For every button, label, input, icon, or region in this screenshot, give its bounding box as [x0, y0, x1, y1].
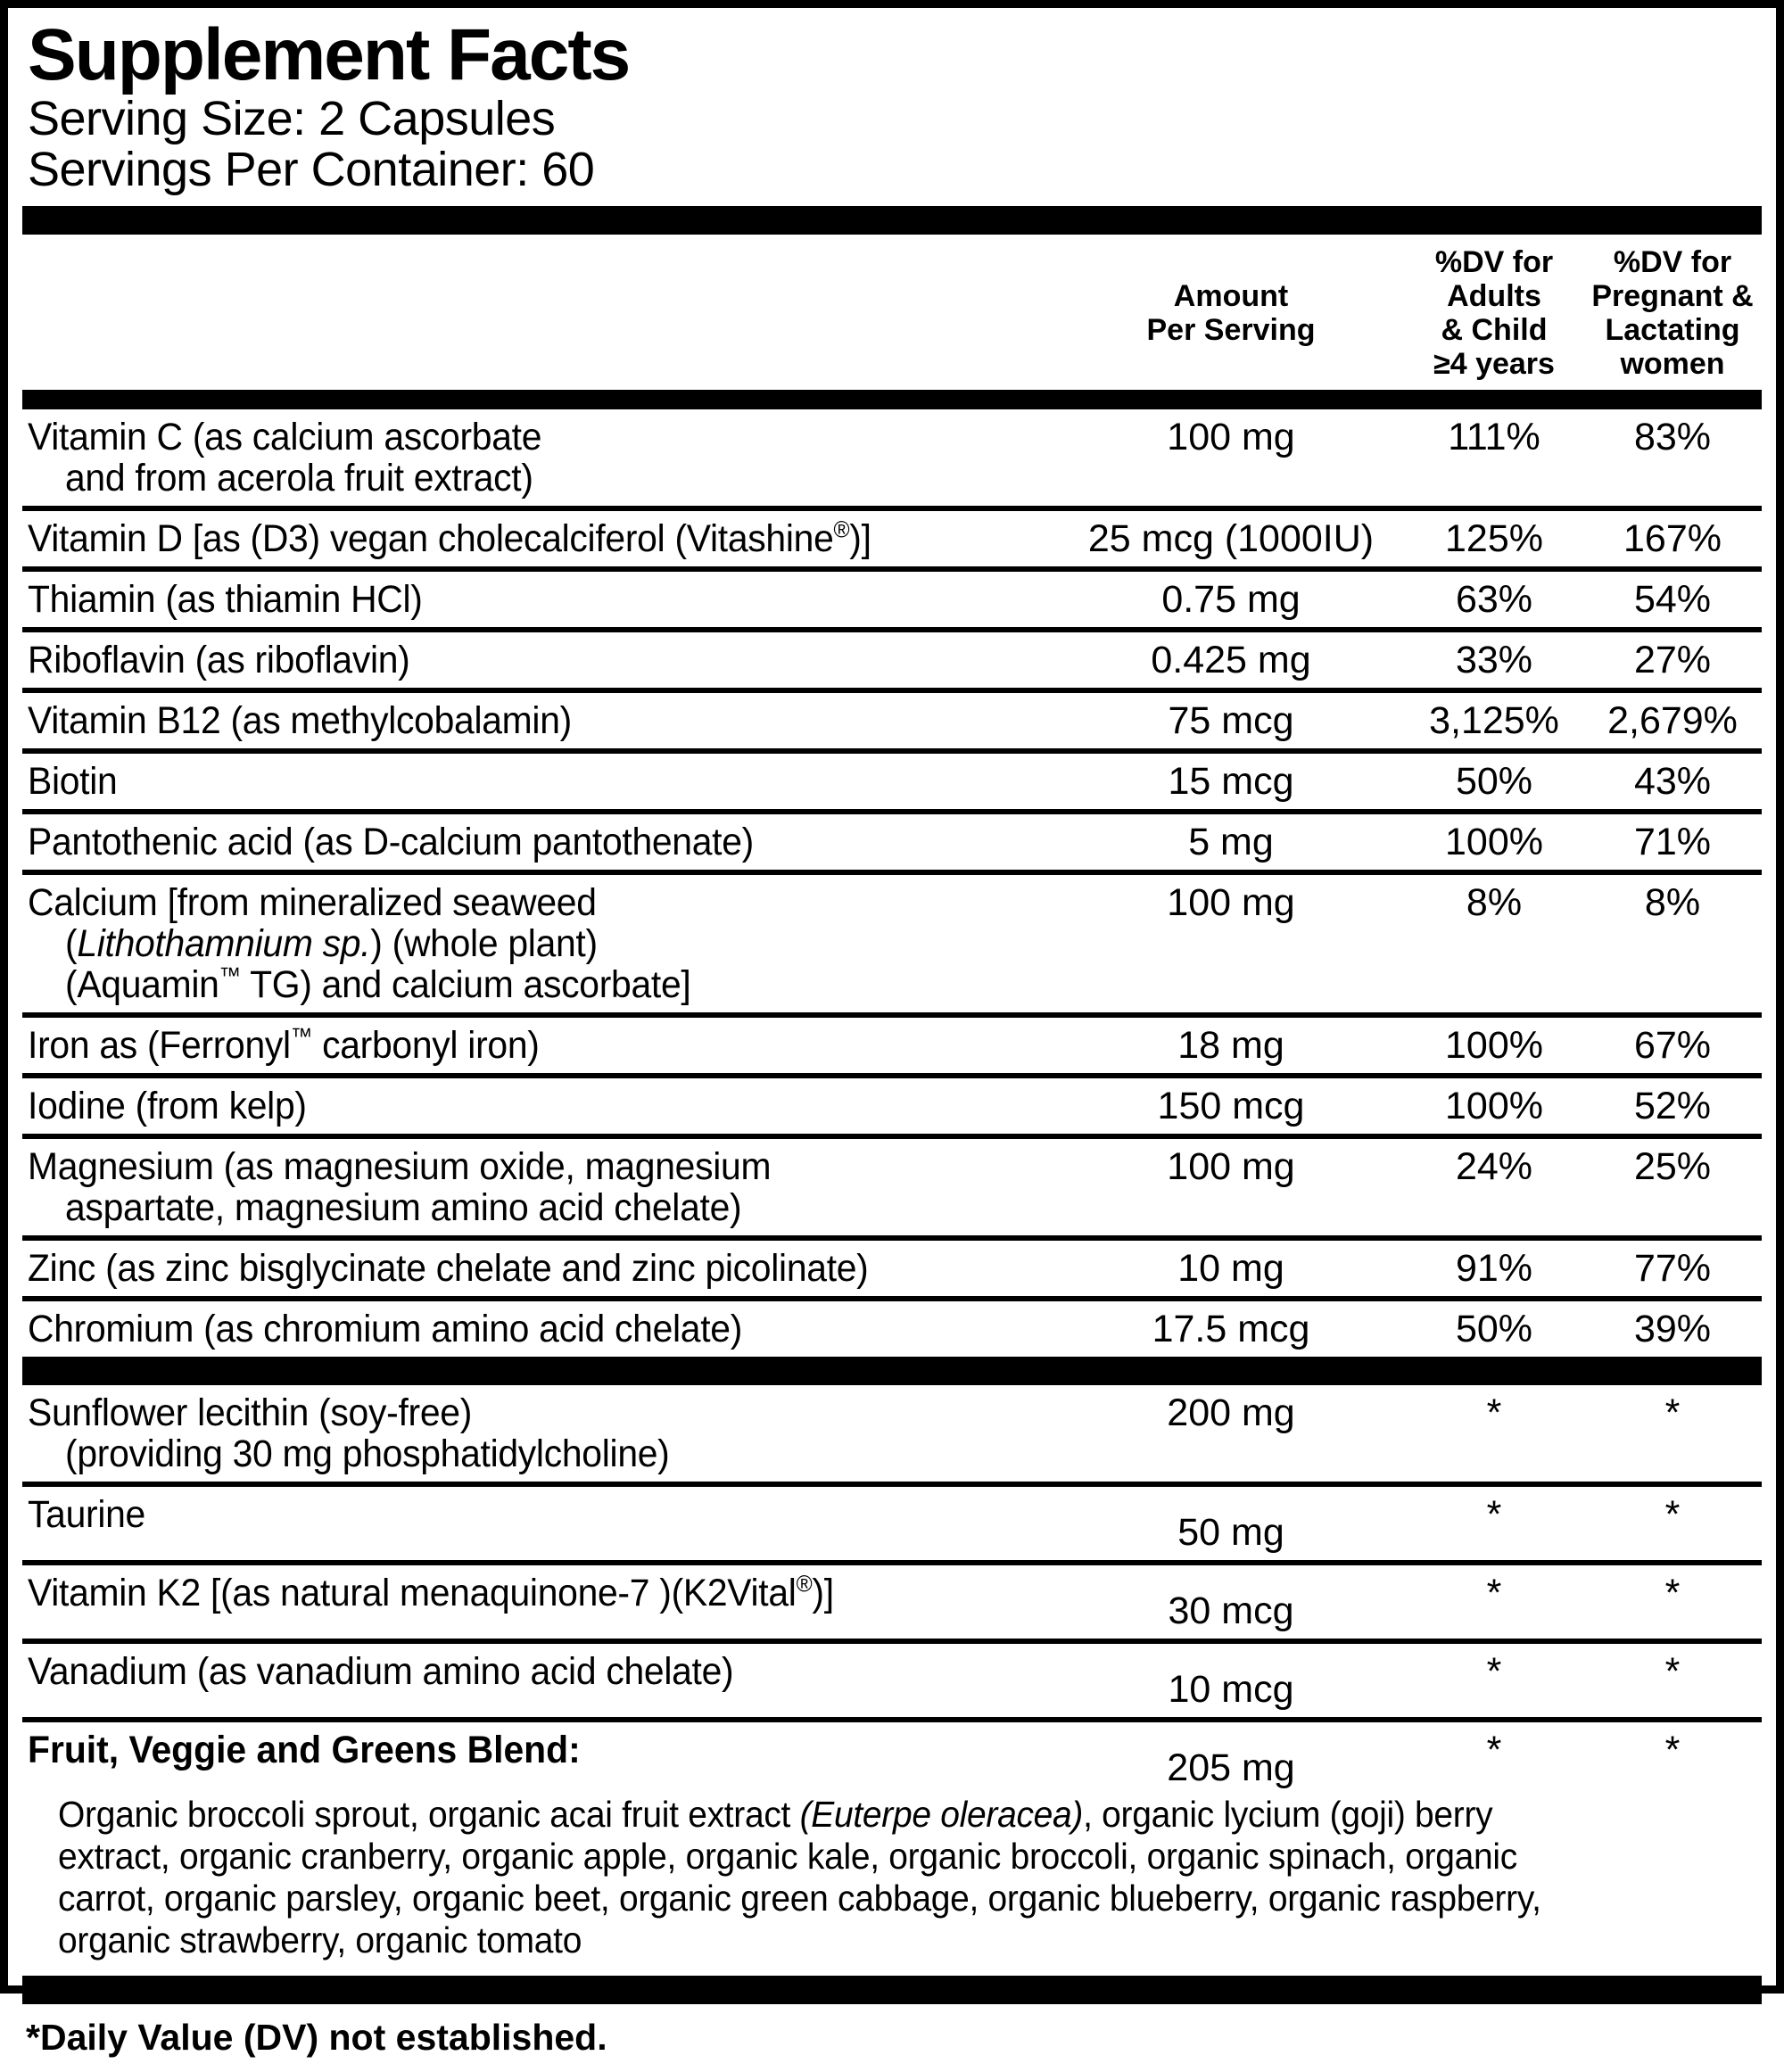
- nutrient-name: Vitamin K2 [(as natural menaquinone-7 )(K2Vital®)]: [28, 1572, 834, 1614]
- dv-adults-value: 91%: [1455, 1247, 1533, 1290]
- nutrient-amount: 17.5 mcg: [1152, 1308, 1310, 1350]
- nutrient-name: Taurine: [28, 1493, 145, 1536]
- dv-pregnant-value: *: [1664, 1391, 1681, 1434]
- dv-pregnant-value: 52%: [1633, 1085, 1712, 1127]
- nutrient-name: Iron as (Ferronyl™ carbonyl iron): [28, 1024, 540, 1067]
- dv-adults-value: *: [1486, 1391, 1502, 1434]
- blend-ingredient-list: Organic broccoli sprout, organic acai fruit extract (Euterpe oleracea), organic lycium (goji) berry extract, organic cranberry, organic apple, organic kale, organic broccoli, organic spinach, organic carrot, organic parsley, organic beet, organic green cabbage, organic blueberry, organic raspberry, organic strawberry, organic tomato: [58, 1794, 1541, 1961]
- section-divider-bar: [22, 390, 1762, 409]
- nutrient-name: Thiamin (as thiamin HCl): [28, 578, 423, 621]
- dv-pregnant-value: 167%: [1623, 517, 1722, 560]
- nutrient-amount: 18 mg: [1177, 1024, 1284, 1067]
- daily-value-footnote: *Daily Value (DV) not established.: [26, 2017, 607, 2058]
- column-header-amount: Amount Per Serving: [1146, 279, 1316, 347]
- dv-pregnant-value: 39%: [1633, 1308, 1712, 1350]
- dv-pregnant-value: *: [1664, 1493, 1681, 1536]
- column-header-dv-pregnant: %DV for Pregnant & Lactating women: [1591, 245, 1754, 381]
- dv-adults-value: 33%: [1455, 639, 1533, 681]
- dv-adults-value: 111%: [1448, 416, 1540, 458]
- nutrient-amount: 50 mg: [1177, 1511, 1284, 1554]
- row-iron: [22, 1012, 1762, 1073]
- dv-adults-value: 8%: [1466, 881, 1523, 924]
- dv-pregnant-value: *: [1664, 1572, 1681, 1614]
- dv-adults-value: 50%: [1455, 1308, 1533, 1350]
- column-header-dv-adults: %DV for Adults & Child ≥4 years: [1433, 245, 1555, 381]
- column-headers: [22, 235, 1762, 390]
- row-vitamin-c: [22, 409, 1762, 506]
- row-vitamin-k2: [22, 1560, 1762, 1639]
- dv-adults-value: 50%: [1455, 760, 1533, 803]
- label-title: Supplement Facts: [28, 14, 630, 95]
- nutrient-amount: 205 mg: [1167, 1746, 1295, 1789]
- row-taurine: [22, 1482, 1762, 1560]
- dv-pregnant-value: 67%: [1633, 1024, 1712, 1067]
- nutrient-name: Biotin: [28, 760, 118, 803]
- dv-adults-value: 100%: [1445, 1024, 1543, 1067]
- row-vitamin-b12: [22, 688, 1762, 748]
- nutrient-amount: 75 mcg: [1168, 699, 1294, 742]
- nutrient-table: [22, 409, 1762, 1976]
- nutrient-amount: 150 mcg: [1157, 1085, 1305, 1127]
- nutrient-name: Fruit, Veggie and Greens Blend:: [28, 1729, 581, 1771]
- nutrient-amount: 15 mcg: [1168, 760, 1294, 803]
- dv-adults-value: *: [1486, 1729, 1502, 1771]
- row-riboflavin: [22, 627, 1762, 688]
- dv-pregnant-value: *: [1664, 1650, 1681, 1693]
- section-divider-bar: [22, 1976, 1762, 2004]
- nutrient-name: Riboflavin (as riboflavin): [28, 639, 410, 681]
- row-vitamin-d: [22, 506, 1762, 566]
- nutrient-name: Chromium (as chromium amino acid chelate): [28, 1308, 743, 1350]
- dv-pregnant-value: 8%: [1644, 881, 1701, 924]
- dv-adults-value: 100%: [1445, 821, 1543, 863]
- row-calcium: [22, 870, 1762, 1012]
- dv-adults-value: *: [1486, 1493, 1502, 1536]
- row-zinc: [22, 1235, 1762, 1296]
- nutrient-name: Calcium [from mineralized seaweed (Lithothamnium sp.) (whole plant) (Aquamin™ TG) and calcium ascorbate]: [28, 881, 691, 1006]
- nutrient-amount: 100 mg: [1167, 1145, 1295, 1188]
- nutrient-name: Vanadium (as vanadium amino acid chelate): [28, 1650, 734, 1693]
- nutrient-name: Zinc (as zinc bisglycinate chelate and zinc picolinate): [28, 1247, 869, 1290]
- nutrient-name: Pantothenic acid (as D-calcium pantothenate): [28, 821, 755, 863]
- nutrient-name: Vitamin C (as calcium ascorbate and from acerola fruit extract): [28, 416, 542, 499]
- row-thiamin: [22, 566, 1762, 627]
- row-fruit-veggie-greens-blend: [22, 1717, 1762, 1976]
- dv-adults-value: 100%: [1445, 1085, 1543, 1127]
- dv-pregnant-value: 27%: [1633, 639, 1712, 681]
- dv-pregnant-value: 43%: [1633, 760, 1712, 803]
- section-divider-bar: [22, 1357, 1762, 1385]
- nutrient-amount: 0.425 mg: [1151, 639, 1311, 681]
- row-magnesium: [22, 1134, 1762, 1235]
- servings-per-container: Servings Per Container: 60: [28, 143, 595, 196]
- section-divider-bar: [22, 206, 1762, 235]
- dv-pregnant-value: 25%: [1633, 1145, 1712, 1188]
- nutrient-name: Iodine (from kelp): [28, 1085, 307, 1127]
- dv-adults-value: 63%: [1455, 578, 1533, 621]
- label-footer: [8, 1976, 1776, 2072]
- nutrient-name: Magnesium (as magnesium oxide, magnesium aspartate, magnesium amino acid chelate): [28, 1145, 772, 1229]
- dv-pregnant-value: *: [1664, 1729, 1681, 1771]
- nutrient-name: Sunflower lecithin (soy-free) (providing 30 mg phosphatidylcholine): [28, 1391, 670, 1475]
- nutrient-amount: 0.75 mg: [1161, 578, 1301, 621]
- row-sunflower-lecithin: [22, 1385, 1762, 1482]
- nutrient-amount: 100 mg: [1167, 881, 1295, 924]
- dv-pregnant-value: 71%: [1633, 821, 1712, 863]
- row-pantothenic-acid: [22, 809, 1762, 870]
- nutrient-amount: 100 mg: [1167, 416, 1295, 458]
- dv-adults-value: 24%: [1455, 1145, 1533, 1188]
- dv-adults-value: 125%: [1445, 517, 1543, 560]
- nutrient-amount: 200 mg: [1167, 1391, 1295, 1434]
- row-chromium: [22, 1296, 1762, 1357]
- row-vanadium: [22, 1639, 1762, 1717]
- serving-size: Serving Size: 2 Capsules: [28, 92, 556, 145]
- label-header: [8, 8, 1776, 195]
- row-iodine: [22, 1073, 1762, 1134]
- dv-pregnant-value: 2,679%: [1607, 699, 1738, 742]
- nutrient-amount: 10 mcg: [1168, 1668, 1294, 1711]
- nutrient-name: Vitamin B12 (as methylcobalamin): [28, 699, 572, 742]
- row-biotin: [22, 748, 1762, 809]
- nutrient-amount: 10 mg: [1177, 1247, 1284, 1290]
- nutrient-amount: 30 mcg: [1168, 1589, 1294, 1632]
- dv-adults-value: 3,125%: [1429, 699, 1559, 742]
- dv-pregnant-value: 83%: [1633, 416, 1712, 458]
- dv-pregnant-value: 54%: [1633, 578, 1712, 621]
- dv-adults-value: *: [1486, 1650, 1502, 1693]
- nutrient-amount: 5 mg: [1188, 821, 1274, 863]
- nutrient-name: Vitamin D [as (D3) vegan cholecalciferol (Vitashine®)]: [28, 517, 871, 560]
- dv-pregnant-value: 77%: [1633, 1247, 1712, 1290]
- dv-adults-value: *: [1486, 1572, 1502, 1614]
- nutrient-amount: 25 mcg (1000IU): [1087, 517, 1375, 560]
